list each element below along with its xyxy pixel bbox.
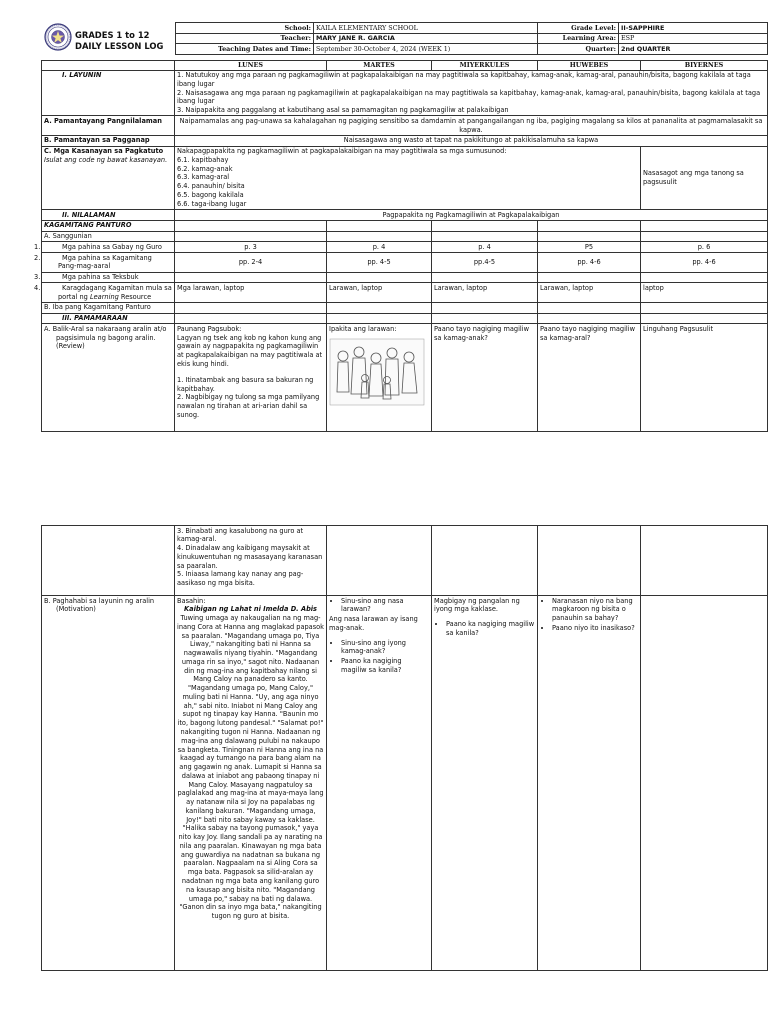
balik-aral-tuesday [327, 324, 432, 432]
question-item: • Paano niyo ito inasikaso? [552, 624, 638, 633]
karagdagan-value: Larawan, laptop [432, 283, 538, 303]
empty-cell [538, 231, 641, 242]
nilalaman-text: Pagpapakita ng Pagkamagiliwin at Pagkapalakaibigan [175, 210, 768, 221]
grade-label: Grade Level: [538, 23, 619, 34]
empty-cell [641, 272, 768, 283]
reference-value: pp. 4-5 [327, 253, 432, 273]
karagdagan-label-a: Karagdagang Kagamitan mula sa portal ng [58, 283, 172, 301]
empty-cell [327, 526, 432, 596]
thursday-questions [540, 597, 638, 633]
balik-aral-row [42, 324, 768, 432]
karagdagan-value: Mga larawan, laptop [175, 283, 327, 303]
kasanayan-intro: Nakapagpapakita ng pagkamagiliwin at pagkapalakaibigan na may pagtitiwala sa mga sumusunod: [177, 147, 507, 156]
tuesday-mid-text: Ang nasa larawan ay isang mag-anak. [329, 615, 418, 632]
pamamaraan-label: III. PAMAMARAAN [42, 313, 175, 324]
kasanayan-item: 6.3. kamag-aral [177, 173, 230, 182]
reference-label-cell [34, 272, 175, 283]
empty-cell [432, 272, 538, 283]
day-header-row [42, 61, 768, 71]
sanggunian-row [42, 231, 768, 242]
empty-cell [432, 220, 538, 231]
karagdagan-label-b: Learning [89, 292, 119, 301]
empty-cell [175, 313, 327, 324]
reference-value: pp. 4-6 [538, 253, 641, 273]
nilalaman-row [42, 210, 768, 221]
basahin-label: Basahin: [177, 596, 206, 605]
area-label: Learning Area: [538, 33, 619, 44]
kasanayan-text [175, 146, 641, 209]
empty-cell [538, 272, 641, 283]
balik-aral-wednesday: Paano tayo nagiging magiliw sa kamag-anak? [432, 324, 538, 432]
question-item: • Sinu-sino ang nasa larawan? [341, 597, 429, 615]
kagamitan-row [42, 220, 768, 231]
empty-cell [42, 526, 175, 596]
karagdagan-label-cell [34, 283, 175, 303]
reference-value: P5 [538, 242, 641, 253]
reference-value: p. 4 [327, 242, 432, 253]
karagdagan-value: laptop [641, 283, 768, 303]
lesson-log-table [34, 60, 767, 432]
empty-cell [327, 231, 432, 242]
karagdagan-num: 4. [34, 283, 41, 292]
karagdagan-value: Larawan, laptop [538, 283, 641, 303]
empty-cell [175, 302, 327, 313]
pagsubok-item: 5. Iniaasa lamang kay nanay ang pag-aasikaso ng mga bisita. [177, 570, 304, 588]
empty-cell [432, 526, 538, 596]
reference-label: Mga pahina sa Gabay ng Guro [62, 242, 162, 251]
pagsubok-item: 1. Itinatambak ang basura sa bakuran ng kapitbahay. [177, 375, 314, 393]
balik-aral-monday-continued [175, 526, 327, 596]
pagsubok-item: 4. Dinadalaw ang kaibigang maysakit at kinukuwentuhan ng masasayang karanasan sa paaralan. [177, 544, 323, 570]
question-item: • Naranasan niyo na bang magkaroon ng bisita o panauhin sa bahay? [552, 597, 638, 623]
kasanayan-friday: Nasasagot ang mga tanong sa pagsusulit [641, 146, 768, 209]
reference-label-cell [34, 253, 175, 273]
lesson-log-table-page2 [41, 525, 767, 971]
kasanayan-item: 6.5. bagong kakilala [177, 190, 244, 199]
empty-cell [641, 313, 768, 324]
pamamaraan-row [42, 313, 768, 324]
kasanayan-item: 6.6. taga-ibang lugar [177, 199, 247, 208]
empty-cell [538, 220, 641, 231]
layunin-text [175, 70, 768, 116]
school-value: KAILA ELEMENTARY SCHOOL [314, 23, 538, 34]
reference-value: pp.4-5 [432, 253, 538, 273]
empty-cell [327, 220, 432, 231]
title-line1: GRADES 1 to 12 [75, 30, 150, 40]
reference-value: pp. 4-6 [641, 253, 768, 273]
empty-cell [641, 526, 768, 596]
balik-aral-label: A. Balik-Aral sa nakaraang aralin at/o pagsisimula ng bagong aralin.(Review) [42, 324, 175, 432]
reference-value: p. 4 [432, 242, 538, 253]
title-line2: DAILY LESSON LOG [75, 41, 164, 51]
wednesday-questions [434, 620, 535, 638]
karagdagan-value: Larawan, laptop [327, 283, 432, 303]
reference-num: 2. [34, 253, 41, 262]
day-wednesday: MIYERKULES [432, 61, 538, 71]
reference-row-magaaral [42, 253, 768, 273]
quarter-value: 2nd QUARTER [619, 44, 768, 55]
paghahabi-wednesday [432, 596, 538, 971]
document-title [75, 30, 163, 52]
tuesday-questions-b [329, 639, 429, 675]
reference-label: Mga pahina sa Kagamitang Pang-mag-aaral [58, 253, 152, 271]
karagdagan-label-c: Resource [118, 292, 152, 301]
kasanayan-row [42, 146, 768, 209]
header-info-table [175, 22, 767, 55]
reference-value: p. 3 [175, 242, 327, 253]
empty-cell [327, 302, 432, 313]
reference-row-guro [42, 242, 768, 253]
reference-row-teksbuk [42, 272, 768, 283]
wednesday-text: Magbigay ng pangalan ng iyong mga kaklase. [434, 596, 520, 614]
kasanayan-item: 6.4. panauhin/ bisita [177, 182, 245, 191]
paghahabi-monday [175, 596, 327, 971]
empty-cell [641, 302, 768, 313]
reference-label-cell [34, 242, 175, 253]
empty-cell [641, 231, 768, 242]
question-item: • Paano ka nagiging magiliw sa kanila? [341, 657, 429, 675]
question-item: • Sinu-sino ang iyong kamag-anak? [341, 639, 429, 657]
empty-cell [432, 302, 538, 313]
school-label: School: [176, 23, 314, 34]
kasanayan-item: 6.1. kapitbahay [177, 155, 229, 164]
reference-value: pp. 2-4 [175, 253, 327, 273]
day-header-empty [42, 61, 175, 71]
empty-cell [327, 272, 432, 283]
pagganap-label: B. Pamantayan sa Pagganap [42, 135, 175, 146]
sanggunian-label: A. Sanggunian [42, 231, 175, 242]
balik-aral-friday: Linguhang Pagsusulit [641, 324, 768, 432]
pagganap-row [42, 135, 768, 146]
empty-cell [641, 220, 768, 231]
pagganap-text: Naisasagawa ang wasto at tapat na pakikitungo at pakikisalamuha sa kapwa [175, 135, 768, 146]
paunang-pagsubok-text: Lagyan ng tsek ang kob ng kahon kung ang gawain ay nagpapakita ng pagkamagiliwin at pagkapalakaibigan na may pagtitiwala at ekis kung hindi. [177, 333, 323, 368]
day-tuesday: MARTES [327, 61, 432, 71]
layunin-row [42, 70, 768, 116]
paghahabi-label: B. Paghahabi sa layunin ng aralin (Motivation) [42, 596, 175, 971]
reference-label: Mga pahina sa Teksbuk [62, 273, 139, 282]
balik-aral-thursday: Paano tayo nagiging magiliw sa kamag-aral? [538, 324, 641, 432]
layunin-label: I. LAYUNIN [42, 70, 175, 116]
teacher-value: MARY JANE R. GARCIA [314, 33, 538, 44]
nilalaman-label: II. NILALAMAN [42, 210, 175, 221]
story-text: Tuwing umaga ay nakaugalian na ng mag-inang Cora at Hanna ang maglakad papasok sa paaralan. "Magandang umaga po, Tiya Liway," nakangiting bati ni Hanna sa nagwawalis niyang tiyahin. "Magandang umaga rin sa inyo," sagot nito. Nadaanan din ng mag-ina ang kapitbahay nilang si Mang Caloy na panadero sa kanto. "Magandang umaga po, Mang Caloy," muling bati ni Hanna. "Uy, ang aga ninyo ah," sabi nito. Iniabot ni Mang Caloy ang supot ng tinapay kay Hanna. "Baunin mo ito, bagong lutong pandesal." "Salamat po!" nakangiting tugon ni Hanna. Nadaanan ng mag-ina ang dalawang pulubi na nakaupo sa bangketa. Tiningnan ni Hanna ang ina na kaagad ay tumango na para bang alam na ang gagawin ng anak. Lumapit si Hanna sa dalawa at iniabot ang pabaong tinapay ni Mang Caloy. Masayang nagpatuloy sa paglalakad ang mag-ina at maya-maya lang ay natanaw nila si Joy na papalabas ng kanilang bakuran. "Magandang umaga, Joy!" bati nito sabay kaway sa kaklase. "Halika sabay na tayong pumasok," yaya nito kay Joy. Ilang sandali pa ay narating na nila ang paaralan. Kinawayan ng mga bata ang guwardiya na nadatnan sa bukana ng paaralan. Nagpaalam na si Aling Cora sa mga bata. Pagpasok sa silid-aralan ay nadatnan ng mga bata ang kanilang guro na kausap ang bisita nito. "Magandang umaga po," sabay na bati ng dalawa. "Ganon din sa inyo mga bata," nakangiting tugon ng guro at bisita. [177, 614, 325, 921]
layunin-line-2: 2. Naisasagawa ang mga paraan ng pagkamagiliwin at pagkapalakaibigan na may pagtitiwala sa kapitbahay, kamag-anak, kamag-aral, panauhin/bisita, bagong kakilala at taga ibang lugar [177, 88, 761, 106]
empty-cell [327, 313, 432, 324]
kagamitan-label: KAGAMITANG PANTURO [42, 220, 175, 231]
day-thursday: HUWEBES [538, 61, 641, 71]
empty-cell [175, 272, 327, 283]
kasanayan-sublabel: Isulat ang code ng bawat kasanayan. [44, 155, 168, 164]
kasanayan-label: C. Mga Kasanayan sa Pagkatuto [44, 147, 164, 156]
empty-cell [175, 220, 327, 231]
pangnilalaman-label: A. Pamantayang Pangnilalaman [42, 116, 175, 136]
reference-num: 1. [34, 242, 41, 251]
paunang-pagsubok-title: Paunang Pagsubok: [177, 324, 242, 333]
empty-cell [538, 526, 641, 596]
empty-cell [538, 313, 641, 324]
question-item: • Paano ka nagiging magiliw sa kanila? [446, 620, 535, 638]
empty-cell [175, 231, 327, 242]
paghahabi-thursday [538, 596, 641, 971]
paghahabi-row [42, 596, 768, 971]
iba-label: B. Iba pang Kagamitang Panturo [42, 302, 175, 313]
layunin-line-1: 1. Natutukoy ang mga paraan ng pagkamagiliwin at pagkapalakaibigan na may pagtitiwala sa kapitbahay, kamag-anak, kamag-aral, panauhin/bisita, bagong kakilala at taga ibang lugar [177, 71, 751, 88]
paghahabi-tuesday [327, 596, 432, 971]
ipakita-larawan-text: Ipakita ang larawan: [329, 324, 397, 333]
reference-value: p. 6 [641, 242, 768, 253]
pagsubok-item: 2. Nagbibigay ng tulong sa mga pamilyang nawalan ng tirahan at ari-arian dahil sa sunog. [177, 393, 320, 419]
dates-value: September 30-October 4, 2024 (WEEK 1) [314, 44, 538, 55]
kasanayan-item: 6.2. kamag-anak [177, 164, 233, 173]
quarter-label: Quarter: [538, 44, 619, 55]
grade-value: II-SAPPHIRE [619, 23, 768, 34]
day-friday: BIYERNES [641, 61, 768, 71]
deped-seal-logo [44, 23, 72, 51]
pangnilalaman-text: Naipamamalas ang pag-unawa sa kahalagahan ng pagiging sensitibo sa damdamin at pangangailangan ng iba, pagiging magalang sa kilos at pananalita at pagmamalasakit sa kapwa. [175, 116, 768, 136]
empty-cell [432, 313, 538, 324]
balik-aral-continued-row [42, 526, 768, 596]
dates-label: Teaching Dates and Time: [176, 44, 314, 55]
iba-row [42, 302, 768, 313]
pangnilalaman-row [42, 116, 768, 136]
tuesday-questions-a [329, 597, 429, 615]
layunin-line-3: 3. Naipapakita ang paggalang at kabutihang asal sa pamamagitan ng pagkamagiliw at palakaibigan [177, 106, 509, 115]
area-value: ESP [619, 33, 768, 44]
story-title: Kaibigan ng Lahat ni Imelda D. Abis [184, 605, 317, 614]
teacher-label: Teacher: [176, 33, 314, 44]
kasanayan-label-cell [42, 146, 175, 209]
day-monday: LUNES [175, 61, 327, 71]
empty-cell [641, 596, 768, 971]
empty-cell [538, 302, 641, 313]
balik-aral-monday [175, 324, 327, 432]
family-drawing [329, 338, 425, 406]
pagsubok-item: 3. Binabati ang kasalubong na guro at kamag-aral. [177, 526, 304, 544]
empty-cell [432, 231, 538, 242]
reference-num: 3. [34, 273, 41, 282]
karagdagan-row [42, 283, 768, 303]
